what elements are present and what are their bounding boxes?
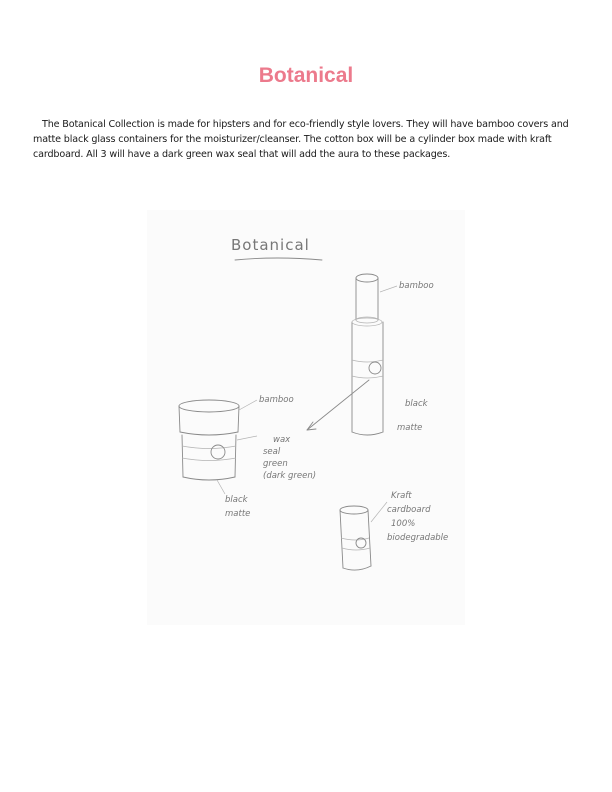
- jar-drawing: [179, 400, 239, 480]
- pencil-sketch: [147, 210, 465, 625]
- label-box-4: biodegradable: [387, 533, 449, 543]
- page-title: Botanical: [258, 64, 354, 87]
- label-seal-4: (dark green): [263, 471, 317, 481]
- label-bottle-body-1: black: [405, 399, 428, 409]
- label-jar-body-2: matte: [225, 509, 251, 519]
- arrow-to-seal: [307, 380, 369, 430]
- cotton-box-drawing: [340, 506, 371, 570]
- label-bottle-cap: bamboo: [399, 281, 434, 291]
- label-box-2: cardboard: [387, 505, 431, 515]
- bottle-drawing: [352, 274, 383, 435]
- label-seal-3: green: [263, 459, 288, 469]
- sketch-drawing: [147, 210, 465, 625]
- sketch-heading: Botanical: [231, 236, 310, 254]
- collection-description: The Botanical Collection is made for hipsters and for eco-friendly style lovers. They will have bamboo covers and matte black glass containers for the moisturizer/cleanser. The cotton box will be a cylinder box made with kraft cardboard. All 3 will have a dark green wax seal that will add the aura to these packages.: [33, 119, 569, 160]
- heading-underline: [235, 258, 322, 260]
- label-box-3: 100%: [391, 519, 416, 529]
- label-bottle-body-2: matte: [397, 423, 423, 433]
- label-box-1: Kraft: [391, 491, 412, 501]
- label-seal-2: seal: [263, 447, 281, 457]
- label-jar-body-1: black: [225, 495, 248, 505]
- label-jar-cap: bamboo: [259, 395, 294, 405]
- label-seal-1: wax: [273, 435, 291, 445]
